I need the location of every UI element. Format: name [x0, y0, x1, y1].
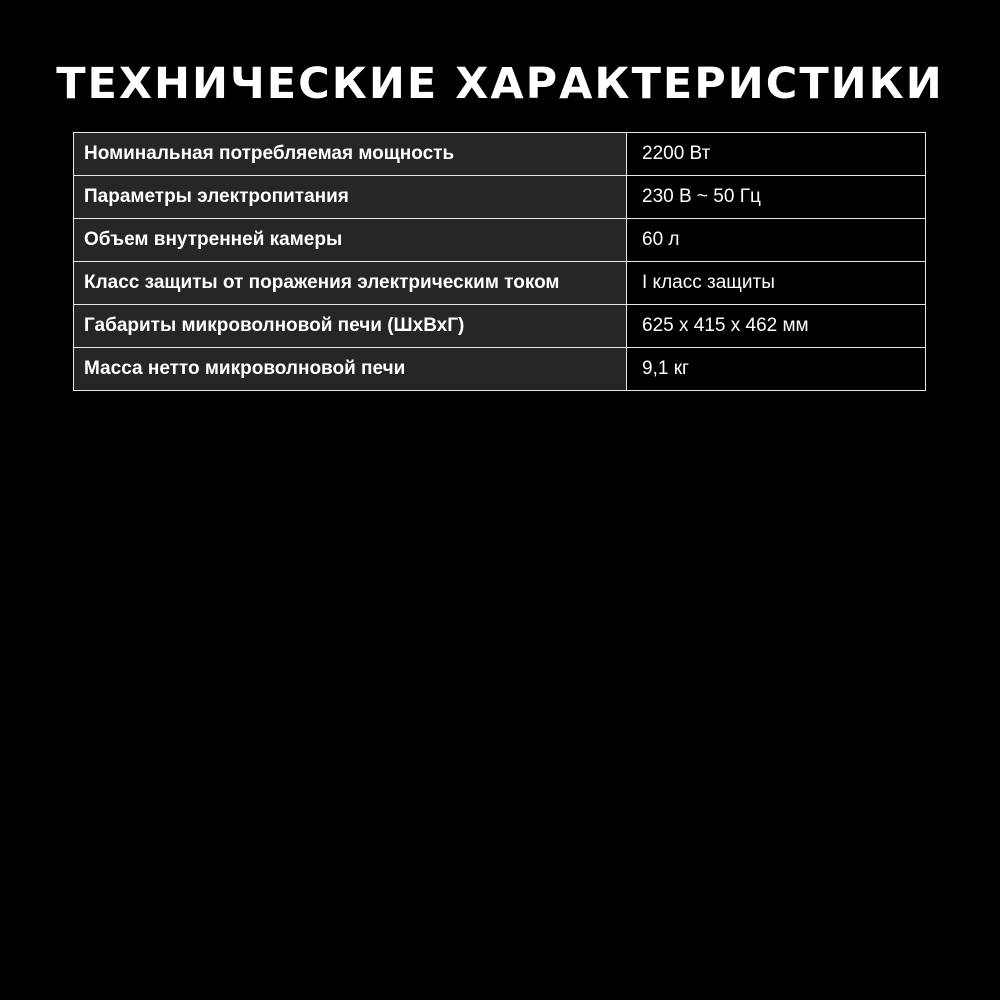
spec-row-power — [74, 133, 926, 176]
spec-value: 625 х 415 х 462 мм — [627, 305, 926, 348]
spec-label: Номинальная потребляемая мощность — [74, 133, 627, 176]
spec-row-weight — [74, 348, 926, 391]
spec-table — [73, 132, 926, 391]
spec-value: I класс защиты — [627, 262, 926, 305]
spec-row-dimensions — [74, 305, 926, 348]
spec-label: Масса нетто микроволновой печи — [74, 348, 627, 391]
page-title: ТЕХНИЧЕСКИЕ ХАРАКТЕРИСТИКИ — [56, 59, 944, 109]
spec-value: 60 л — [627, 219, 926, 262]
spec-row-supply — [74, 176, 926, 219]
spec-row-protection — [74, 262, 926, 305]
spec-label: Габариты микроволновой печи (ШхВхГ) — [74, 305, 627, 348]
spec-label: Параметры электропитания — [74, 176, 627, 219]
spec-label: Класс защиты от поражения электрическим током — [74, 262, 627, 305]
spec-row-volume — [74, 219, 926, 262]
spec-value: 230 В ~ 50 Гц — [627, 176, 926, 219]
spec-value: 2200 Вт — [627, 133, 926, 176]
spec-label: Объем внутренней камеры — [74, 219, 627, 262]
spec-value: 9,1 кг — [627, 348, 926, 391]
